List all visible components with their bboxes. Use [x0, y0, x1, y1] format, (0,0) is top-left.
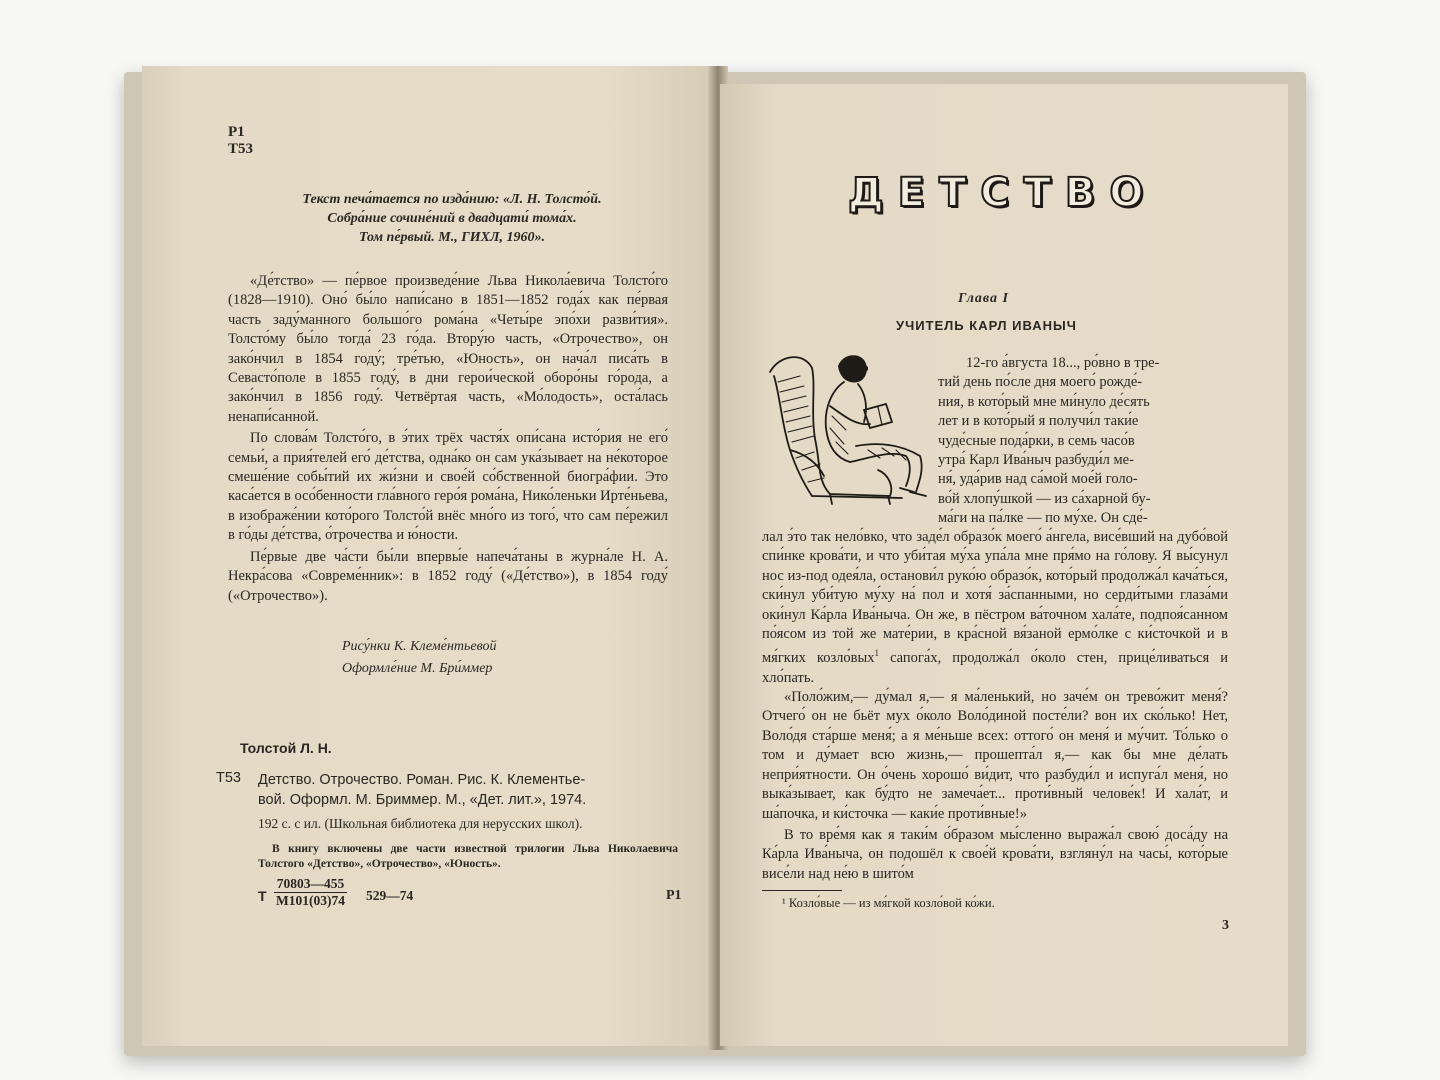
- chapter-number: Глава I: [958, 291, 1010, 306]
- chapter-text: [762, 528, 1228, 884]
- text-paragraph-1: лал э́то так нело́вко, что заде́л образо́к моего́ а́нгела, висе́вший на дубо́вой спи́нке крова́ти, и что уби́тая му́ха упа́ла мне пря́мо на го́лову. Я вы́сунул нос из-под одея́ла, останови́л руко́ю образо́к, кото́рый продолжа́л кача́ться, ски́нул уби́тую му́ху на́ пол и хотя́ за́спанными, но серди́тыми глаза́ми оки́нул Ка́рла Ива́ныча. Он же, в пёстром ва́точном хала́те, подпоя́санном по́ясом из той же мате́рии, в кра́сной вя́заной ермо́лке с ки́сточкой и в мя́гких козло́вых$^1$ сапога́х, продолжа́л о́коло стен, прице́ливаться и хло́пать.: [762, 529, 1228, 686]
- catalog-code: Т53: [216, 770, 241, 786]
- intro-paragraph: «Де́тство» — пе́рвое произведе́ние Льва Никола́евича Толсто́го (1828—1910). Оно́ бы́ло напи́сано в 1851—1852 года́х как пе́рвая часть заду́манного большо́го рома́на «Четы́ре эпо́хи разви́тия». Толсто́му бы́ло тогда́ 23 го́да. Втору́ю часть, «Отрочество», он зако́нчил в 1854 году́; тре́тью, «Юность», он нача́л писа́ть в Севасто́поле в 1855 году́, в дни герои́ческой оборо́ны го́рода, а зако́нчил в 1856 году́. Четвёртая часть, «Мо́лодость», оста́лась ненапи́санной.: [228, 273, 668, 425]
- index-class: Р1: [666, 888, 682, 903]
- page-number: 3: [1222, 918, 1229, 933]
- footnote: ¹ Козло́вые — из мя́гкой козло́вой ко́жи.: [782, 896, 995, 910]
- wrapped-text: 12-го а́вгуста 18..., ро́вно в тре- тий день по́сле дня моего́ рожде́- ния, в кото́рый мне ми́нуло де́сять лет и в кото́рый я получи́л таки́е чуде́сные пода́рки, в семь часо́в утра́ Карл Ива́ныч разбуди́л ме- ня́, уда́рив над са́мой мое́й голо- во́й хлопу́шкой — из са́харной бу- ма́ги на па́лке — по му́хе. Он сде́-: [938, 355, 1160, 527]
- pages-series: 192 с. с ил. (Школьная библиотека для нерусских школ).: [258, 816, 583, 831]
- credits: [342, 636, 662, 680]
- index-letter: Т: [258, 888, 267, 904]
- chapter-title: УЧИТЕЛЬ КАРЛ ИВАНЫЧ: [896, 318, 1077, 333]
- left-page: [142, 66, 716, 1046]
- index-suffix: 529—74: [366, 888, 414, 903]
- intro-paragraph: Пе́рвые две ча́сти бы́ли впервы́е напеча́таны в журна́ле Н. А. Некра́сова «Совреме́нник»: в 1852 году́ («Де́тство»), в 1854 году́ («Отрочество»).: [228, 548, 668, 604]
- catalog-entry: Детство. Отрочество. Роман. Рис. К. Клементье- вой. Оформл. М. Бриммер. М., «Дет. лит.», 1974.: [258, 772, 587, 808]
- right-page: [720, 84, 1288, 1046]
- book-title: ДЕТСТВО: [848, 170, 1158, 216]
- intro-text: [228, 272, 668, 606]
- text-paragraph-2: «Поло́жим,— ду́мал я,— я ма́ленький, но заче́м он трево́жит меня́? Отчего́ он не бьёт мух о́коло Воло́диной посте́ли? вон их ско́лько! Нет, Воло́дя ста́рше меня́; а я ме́ньше всех: оттого́ он меня́ и му́чит. То́лько о том и ду́мает всю жизнь,— прошепта́л я,— как бы мне де́лать непри́ятности. Он о́чень хорошо́ ви́дит, что разбуди́л и испуга́л меня́, но выка́зывает, как бу́дто не замеча́ет... проти́вный челове́к! И хала́т, и ша́почка, и ки́сточка — каки́е проти́вные!»: [762, 689, 1228, 822]
- credit-illustrations: Рису́нки К. Клеме́нтьевой: [342, 639, 497, 654]
- index-fraction: 70803—455 М101(03)74: [276, 876, 345, 908]
- footnote-divider: [762, 890, 842, 891]
- annotation: В книгу включены две части известной трилогии Льва Николаевича Толстого «Детство», «Отрочество», «Юность».: [258, 843, 678, 870]
- classification-code: Р1 Т53: [228, 124, 254, 157]
- author-heading: Толстой Л. Н.: [240, 740, 332, 756]
- footnote-marker: 1: [874, 648, 880, 659]
- source-note: Текст печа́тается по изда́нию: «Л. Н. Толсто́й. Собра́ние сочине́ний в двадцати́ тома́х. Том пе́рвый. М., ГИХЛ, 1960».: [302, 192, 602, 245]
- intro-paragraph: По слова́м Толсто́го, в э́тих трёх частя́х опи́сана исто́рия не его́ семьи́, а прия́телей его́ де́тства, одна́ко он сам ука́зывает на не́которое смеше́ние собы́тий их жи́зни и свое́й со́бственной биогра́фии. Это каса́ется в осо́бенности гла́вного геро́я рома́на, Нико́леньки Ирте́ньева, в изображе́нии кото́рого Толсто́й внёс мно́го из того́, что сам пе́режил в го́ды де́тства, о́трочества и ю́ности.: [228, 430, 668, 544]
- illustration-karl-ivanych: [760, 346, 952, 506]
- text-paragraph-3: В то вре́мя как я таки́м о́бразом мы́сленно выража́л свою́ доса́ду на Ка́рла Ива́ныча, он подошёл к свое́й крова́ти, взгляну́л на часы́, кото́рые висе́ли над не́ю в шито́м: [762, 826, 1228, 882]
- credit-design: Оформле́ние М. Бри́ммер: [342, 661, 493, 676]
